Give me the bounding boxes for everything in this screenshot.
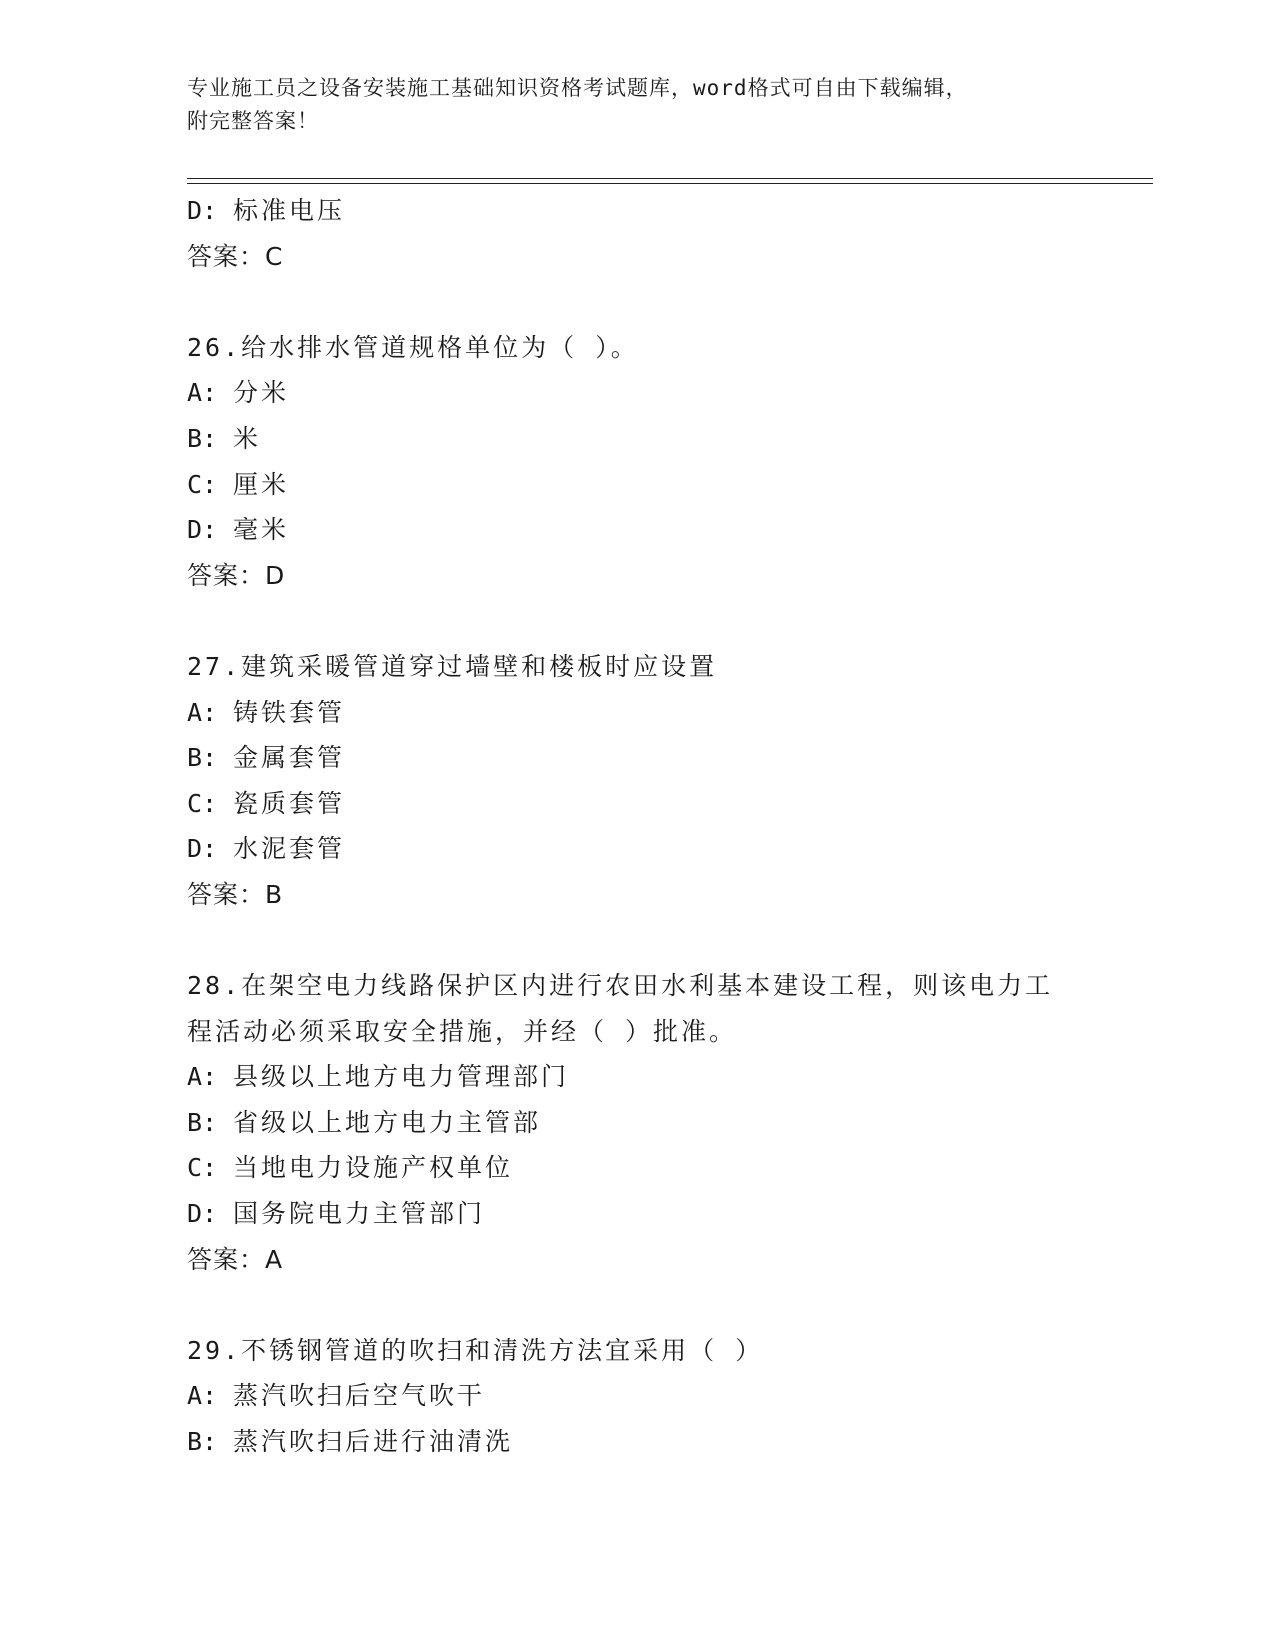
header-line-1: 专业施工员之设备安装施工基础知识资格考试题库，word格式可自由下载编辑， — [187, 76, 968, 100]
spacer — [187, 1282, 1147, 1328]
option-label: A: — [187, 1381, 218, 1411]
option-label: D: — [187, 834, 218, 864]
question-28-stem-line-2: 程活动必须采取安全措施，并经（ ）批准。 — [187, 1016, 738, 1046]
question-29-stem: 29.不锈钢管道的吹扫和清洗方法宜采用（ ） — [187, 1335, 764, 1365]
question-28-option-c — [187, 1145, 1147, 1191]
question-29-option-b — [187, 1419, 1147, 1465]
option-label: C: — [187, 469, 218, 499]
option-label: A: — [187, 697, 218, 727]
option-text: 瓷质套管 — [233, 788, 346, 818]
question-27-stem: 27.建筑采暖管道穿过墙壁和楼板时应设置 — [187, 651, 718, 681]
option-text: 水泥套管 — [233, 834, 346, 864]
option-text: 米 — [233, 423, 262, 453]
option-label: B: — [187, 743, 218, 773]
option-label: C: — [187, 1153, 218, 1183]
document-header — [187, 72, 1087, 138]
option-text: 省级以上地方电力主管部 — [233, 1107, 542, 1137]
option-text: 蒸汽吹扫后进行油清洗 — [233, 1427, 514, 1457]
question-26-option-a — [187, 370, 1147, 416]
option-text: 分米 — [233, 378, 290, 408]
option-text: 蒸汽吹扫后空气吹干 — [233, 1381, 486, 1411]
option-label: B: — [187, 423, 218, 453]
question-26-answer: 答案：D — [187, 560, 286, 590]
question-26-option-c — [187, 462, 1147, 508]
option-text: 毫米 — [233, 515, 290, 545]
question-28-stem-line-1: 28.在架空电力线路保护区内进行农田水利基本建设工程，则该电力工 — [187, 971, 1054, 1001]
question-list — [187, 188, 1147, 1465]
option-label: D: — [187, 1199, 218, 1229]
option-label: D: — [187, 196, 218, 225]
option-label: A: — [187, 378, 218, 408]
question-28-answer: 答案：A — [187, 1244, 284, 1274]
spacer — [187, 598, 1147, 644]
header-divider-top — [187, 178, 1153, 179]
option-text: 厘米 — [233, 469, 290, 499]
option-label: C: — [187, 788, 218, 818]
header-line-2: 附完整答案！ — [187, 109, 319, 133]
question-27-answer: 答案：B — [187, 879, 284, 909]
option-text: 国务院电力主管部门 — [233, 1199, 486, 1229]
option-label: B: — [187, 1107, 218, 1137]
option-label: A: — [187, 1062, 218, 1092]
question-29-option-a — [187, 1373, 1147, 1419]
option-label: D: — [187, 515, 218, 545]
spacer — [187, 279, 1147, 325]
option-text: 铸铁套管 — [233, 697, 346, 727]
question-27-option-c — [187, 781, 1147, 827]
question-28-option-d — [187, 1191, 1147, 1237]
question-26-option-b — [187, 416, 1147, 462]
question-28-option-b — [187, 1100, 1147, 1146]
option-text: 县级以上地方电力管理部门 — [233, 1062, 570, 1092]
question-27-option-a — [187, 690, 1147, 736]
option-label: B: — [187, 1427, 218, 1457]
question-28-option-a — [187, 1054, 1147, 1100]
option-text: 当地电力设施产权单位 — [233, 1153, 514, 1183]
question-27-option-d — [187, 826, 1147, 872]
option-text: 标准电压 — [233, 196, 346, 225]
header-divider-bottom — [187, 183, 1153, 184]
prev-answer: 答案：C — [187, 241, 284, 271]
spacer — [187, 918, 1147, 964]
prev-option-d — [187, 188, 1147, 234]
question-26-option-d — [187, 507, 1147, 553]
question-26-stem: 26.给水排水管道规格单位为（ ）。 — [187, 332, 639, 362]
question-27-option-b — [187, 735, 1147, 781]
option-text: 金属套管 — [233, 743, 346, 773]
